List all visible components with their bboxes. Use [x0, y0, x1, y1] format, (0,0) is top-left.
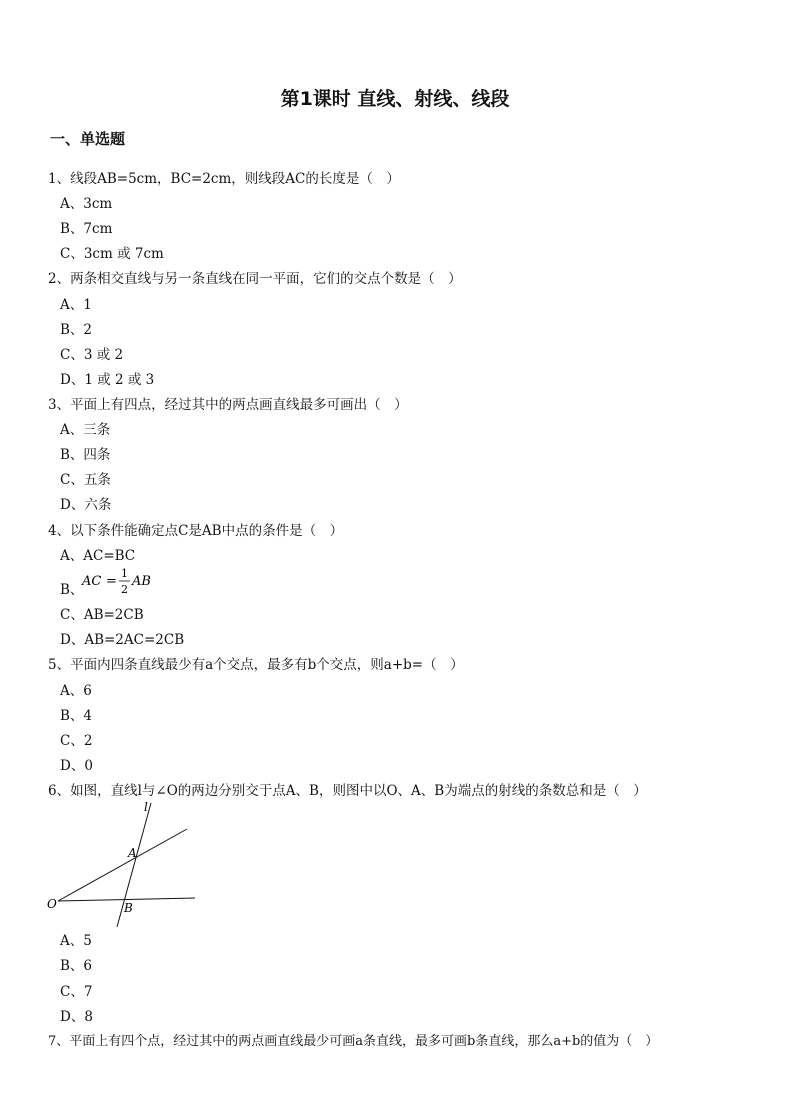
- formula-denominator: 2: [121, 583, 128, 596]
- formula-rhs: AB: [132, 574, 151, 589]
- formula-equals: =: [106, 574, 117, 589]
- question-2-option-d: D、1 或 2 或 3: [60, 372, 155, 388]
- label-point-b: B: [124, 901, 133, 915]
- question-1-stem: 1、线段AB=5cm，BC=2cm，则线段AC的长度是（ ）: [48, 171, 400, 187]
- question-6-option-b: B、6: [60, 958, 93, 974]
- question-1-option-a: A、3cm: [60, 196, 113, 212]
- question-3-stem: 3、平面上有四点，经过其中的两点画直线最多可画出（ ）: [48, 397, 408, 413]
- question-6-option-a: A、5: [60, 933, 92, 949]
- question-6-option-c: C、7: [60, 984, 93, 1000]
- question-4-option-d: D、AB=2AC=2CB: [60, 632, 185, 648]
- page-title: 第1课时 直线、射线、线段: [280, 88, 510, 110]
- question-4-option-c: C、AB=2CB: [60, 607, 144, 623]
- section-heading: 一、单选题: [50, 130, 126, 148]
- ray-oa: [58, 829, 187, 901]
- question-4-option-b: B、: [60, 582, 84, 598]
- question-5-option-b: B、4: [60, 708, 93, 724]
- formula-lhs: AC: [82, 574, 102, 589]
- label-line-l: l: [144, 800, 148, 814]
- question-2-option-b: B、2: [60, 322, 93, 338]
- question-7-stem: 7、平面上有四个点，经过其中的两点画直线最少可画a条直线，最多可画b条直线，那么a+b的值为（ ）: [48, 1034, 659, 1049]
- question-1-option-c: C、3cm 或 7cm: [60, 246, 164, 262]
- question-2-stem: 2、两条相交直线与另一条直线在同一平面，它们的交点个数是（ ）: [48, 271, 462, 287]
- question-6-stem: 6、如图，直线l与∠O的两边分别交于点A、B，则图中以O、A、B为端点的射线的条数总和是（ ）: [48, 783, 647, 799]
- label-point-a: A: [128, 846, 137, 860]
- question-1-option-b: B、7cm: [60, 221, 113, 237]
- question-5-option-d: D、0: [60, 758, 93, 774]
- question-4-option-b-formula: [80, 565, 160, 599]
- question-2-option-a: A、1: [60, 297, 92, 313]
- question-3-option-d: D、六条: [60, 497, 112, 513]
- question-4-option-a: A、AC=BC: [60, 548, 136, 564]
- question-2-option-c: C、3 或 2: [60, 347, 124, 363]
- formula-numerator: 1: [121, 567, 128, 580]
- question-4-stem: 4、以下条件能确定点C是AB中点的条件是（ ）: [48, 523, 344, 539]
- label-point-o: O: [47, 897, 57, 911]
- question-6-figure: [44, 800, 204, 930]
- question-5-stem: 5、平面内四条直线最少有a个交点，最多有b个交点，则a+b=（ ）: [48, 657, 464, 673]
- question-3-option-c: C、五条: [60, 472, 111, 488]
- question-3-option-b: B、四条: [60, 447, 111, 463]
- question-5-option-c: C、2: [60, 733, 93, 749]
- question-3-option-a: A、三条: [60, 422, 111, 438]
- question-6-option-d: D、8: [60, 1009, 93, 1025]
- question-5-option-a: A、6: [60, 683, 92, 699]
